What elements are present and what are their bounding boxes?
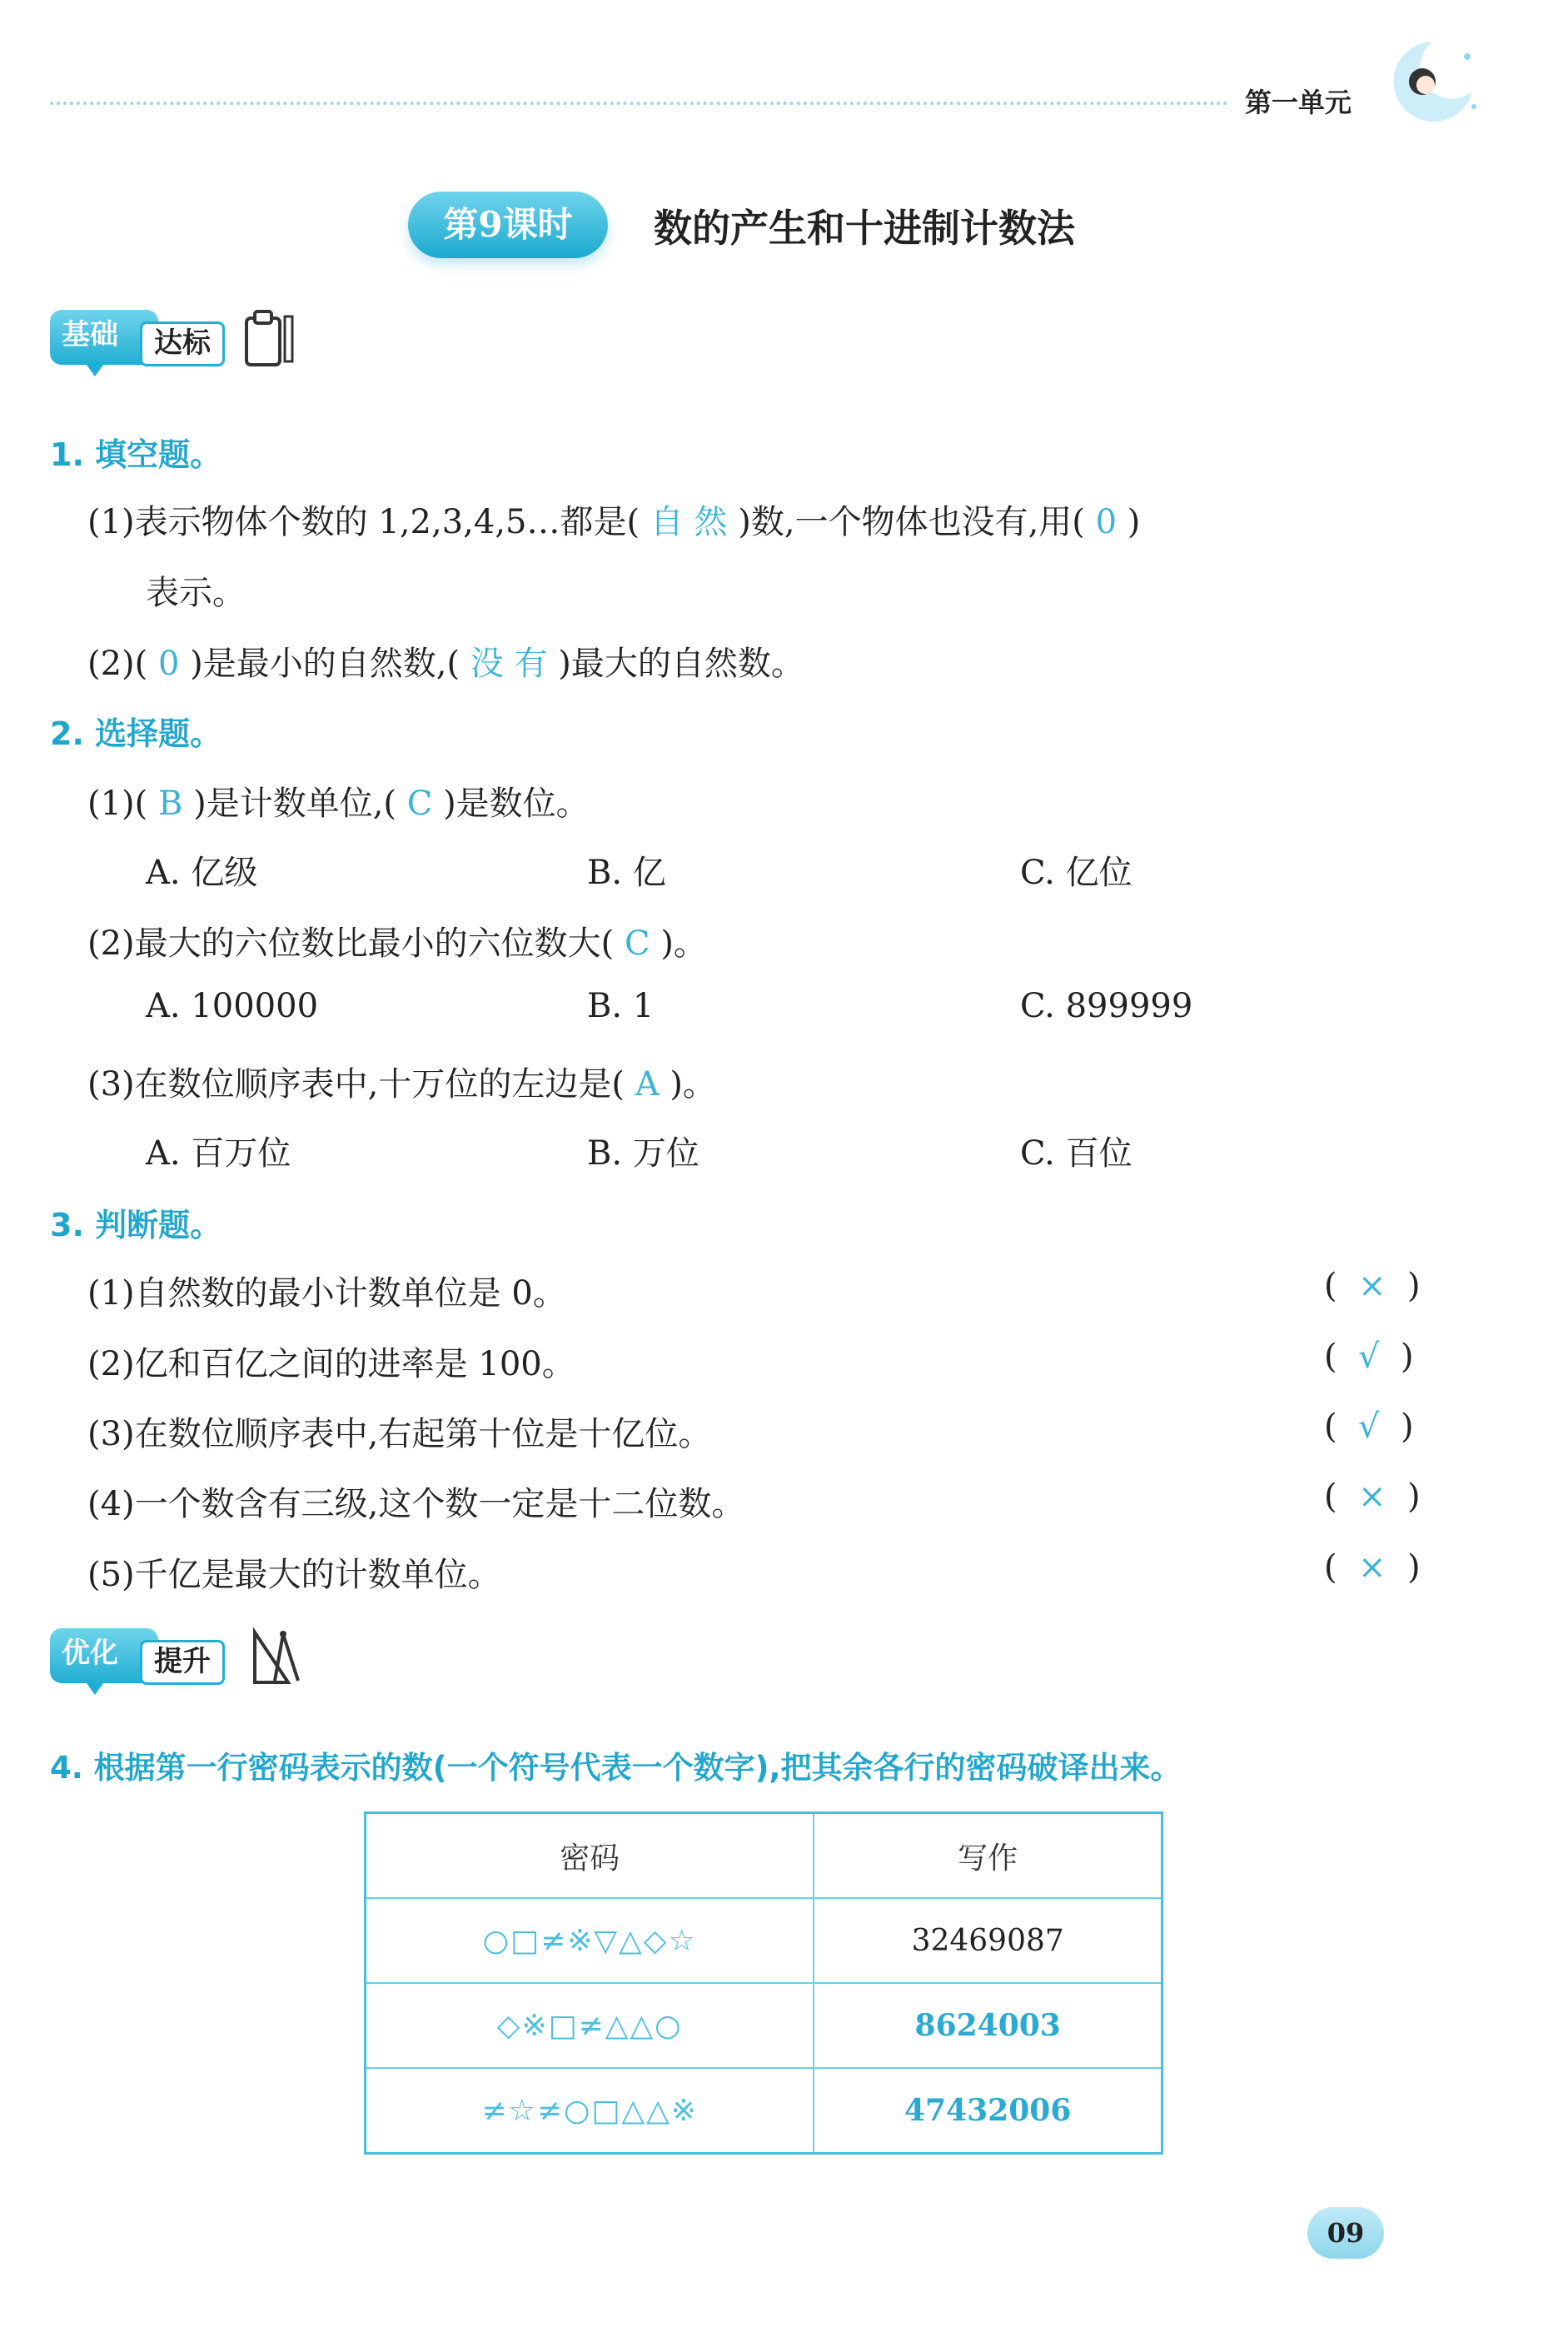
code-cell: ≠☆≠○□△△※ [366,2068,814,2154]
table-row [366,1898,1162,1983]
section-tag-sub: 提升 [140,1640,225,1685]
value-cell: 47432006 [814,2068,1162,2154]
value-cell: 8624003 [814,1983,1162,2068]
answer: C [614,924,661,963]
answer: 0 [147,645,191,683]
judge-item-3: (3)在数位顺序表中,右起第十位是十亿位。 [87,1415,712,1453]
table-row [366,1983,1162,2068]
q1-part2: (2)( 0 )是最小的自然数,( 没 有 )最大的自然数。 [87,645,804,683]
option-b: B. 亿 [587,854,666,892]
value-cell: 32469087 [814,1898,1162,1983]
header-divider [50,102,1228,105]
option-a: A. 100000 [146,987,319,1025]
question-4-heading: 4. 根据第一行密码表示的数(一个符号代表一个数字),把其余各行的密码破译出来。 [50,1750,1182,1786]
lesson-title: 数的产生和十进制计数法 [654,206,1075,251]
column-header-written: 写作 [814,1813,1162,1899]
judge-mark-5: ( × ) [1324,1548,1421,1587]
q1-part1-line1: (1)表示物体个数的 1,2,3,4,5…都是( 自 然 )数,一个物体也没有,用( 0 ) [87,503,1141,541]
answer: A [624,1065,670,1104]
code-cell: ○□≠※▽△◇☆ [366,1898,814,1983]
judge-mark-3: ( √ ) [1324,1408,1414,1446]
judge-item-1: (1)自然数的最小计数单位是 0。 [87,1274,566,1313]
option-a: A. 亿级 [146,854,258,892]
judge-mark-2: ( √ ) [1324,1338,1414,1376]
judge-item-4: (4)一个数含有三级,这个数一定是十二位数。 [87,1485,745,1523]
judge-item-5: (5)千亿是最大的计数单位。 [87,1556,501,1594]
question-1-heading: 1. 填空题。 [50,436,222,473]
table-header-row [366,1813,1162,1899]
q2-part1: (1)( B )是计数单位,( C )是数位。 [87,785,590,823]
option-b: B. 1 [587,987,655,1025]
table-row [366,2068,1162,2154]
page-number: 09 [1307,2207,1384,2259]
code-cell: ◇※□≠△△○ [366,1983,814,2068]
ruler-compass-icon [250,1626,308,1687]
answer: 0 [1084,503,1127,541]
lesson-badge: 第9课时 [408,192,608,258]
column-header-code: 密码 [366,1813,814,1899]
cipher-table [364,1811,1163,2155]
q2-part3: (3)在数位顺序表中,十万位的左边是( A )。 [87,1065,716,1104]
judge-item-2: (2)亿和百亿之间的进率是 100。 [87,1345,575,1383]
option-c: C. 百位 [1020,1134,1132,1173]
section-tag-main: 优化 [50,1628,158,1683]
clipboard-icon [241,308,300,370]
unit-label: 第一单元 [1245,87,1352,118]
option-b: B. 万位 [587,1134,699,1173]
q1-part1-line2: 表示。 [146,574,246,612]
answer: C [396,785,444,823]
option-c: C. 亿位 [1020,854,1132,892]
answer: 自 然 [640,503,739,541]
section-tag-sub: 达标 [140,321,225,366]
question-3-heading: 3. 判断题。 [50,1207,222,1243]
option-c: C. 899999 [1020,987,1193,1025]
moon-mascot-icon [1374,33,1482,125]
option-a: A. 百万位 [146,1134,291,1173]
answer: B [147,785,194,823]
section-tag-main: 基础 [50,310,158,365]
q2-part2: (2)最大的六位数比最小的六位数大( C )。 [87,924,707,963]
judge-mark-4: ( × ) [1324,1477,1421,1516]
answer: 没 有 [460,645,559,683]
question-2-heading: 2. 选择题。 [50,715,222,752]
judge-mark-1: ( × ) [1324,1267,1421,1305]
